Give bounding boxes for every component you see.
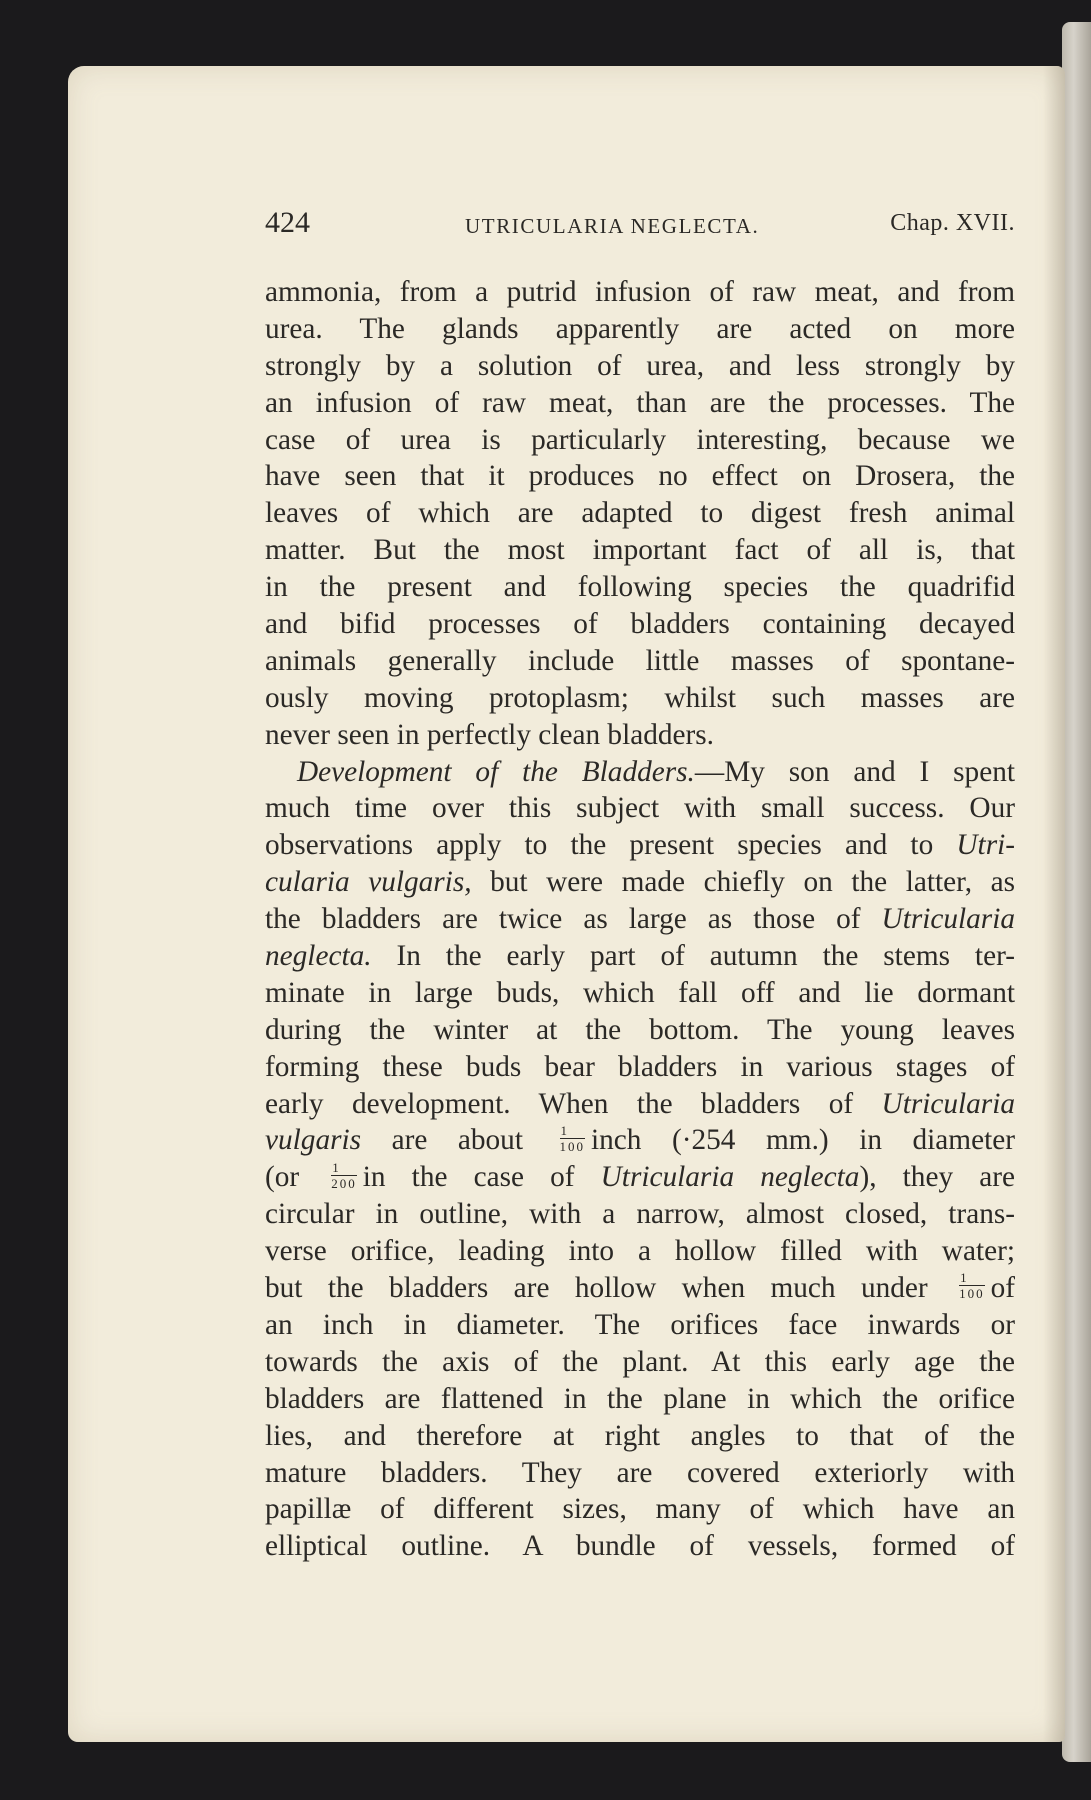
- text-line: matter. But the most important fact of all is, that: [265, 534, 1015, 567]
- text-line: during the winter at the bottom. The young leaves: [265, 1013, 1015, 1046]
- text-line: papillæ of different sizes, many of which have an: [265, 1493, 1015, 1526]
- text-line: lies, and therefore at right angles to that of the: [265, 1419, 1015, 1452]
- text-line: case of urea is particularly interesting, because we: [265, 423, 1015, 456]
- text-line: neglecta. In the early part of autumn the stems ter-: [265, 940, 1015, 973]
- body-text: [265, 274, 1015, 1565]
- text-line: elliptical outline. A bundle of vessels, formed of: [265, 1530, 1015, 1563]
- text-line: in the present and following species the quadrifid: [265, 571, 1015, 604]
- text-line: an inch in diameter. The orifices face inwards or: [265, 1308, 1015, 1341]
- species-name: neglecta.: [265, 940, 372, 973]
- text-line: bladders are flattened in the plane in which the orifice: [265, 1382, 1015, 1415]
- fraction-one-two-hundredth: $\frac{1}{200}$: [331, 1159, 357, 1191]
- text-line: ously moving protoplasm; whilst such masses are: [265, 681, 1015, 714]
- text-line: have seen that it produces no effect on Drosera, the: [265, 460, 1015, 493]
- text-line: verse orifice, leading into a hollow filled with water;: [265, 1235, 1015, 1268]
- text-line: urea. The glands apparently are acted on more: [265, 312, 1015, 345]
- text-line: early development. When the bladders of Utricularia: [265, 1087, 1015, 1120]
- text-line: and bifid processes of bladders containing decayed: [265, 608, 1015, 641]
- text-line: cularia vulgaris, but were made chiefly on the latter, as: [265, 866, 1015, 899]
- text-line: strongly by a solution of urea, and less strongly by: [265, 349, 1015, 382]
- fraction-one-hundredth: $\frac{1}{100}$: [959, 1270, 985, 1302]
- adjacent-page-edge: [1062, 22, 1091, 1762]
- text-line: forming these buds bear bladders in various stages of: [265, 1050, 1015, 1083]
- text-line: (or $\frac{1}{200}$ in the case of Utricularia neglecta), they are: [265, 1159, 1015, 1194]
- text-line: but the bladders are hollow when much under $\frac{1}{100}$ of: [265, 1270, 1015, 1305]
- text-line: circular in outline, with a narrow, almost closed, trans-: [265, 1198, 1015, 1231]
- text-line: vulgaris are about $\frac{1}{100}$ inch (·254 mm.) in diameter: [265, 1122, 1015, 1157]
- paragraph-end-line: never seen in perfectly clean bladders.: [265, 718, 714, 751]
- text-line: much time over this subject with small success. Our: [265, 792, 1015, 825]
- page-number: 424: [265, 206, 310, 239]
- text-line: towards the axis of the plant. At this early age the: [265, 1345, 1015, 1378]
- species-name: cularia vulgaris,: [265, 866, 472, 899]
- section-heading-line: Development of the Bladders.—My son and I spent: [297, 755, 1015, 788]
- text-line: leaves of which are adapted to digest fresh animal: [265, 497, 1015, 530]
- text-line: ammonia, from a putrid infusion of raw meat, and from: [265, 276, 1015, 308]
- fraction-one-hundredth: $\frac{1}{100}$: [559, 1122, 586, 1154]
- text-line: minate in large buds, which fall off and lie dormant: [265, 976, 1015, 1009]
- text-line: animals generally include little masses of spontane-: [265, 644, 1015, 677]
- species-name: Utri-: [956, 829, 1015, 862]
- text-line: an infusion of raw meat, than are the processes. The: [265, 386, 1015, 419]
- species-name: Utricularia: [881, 1087, 1015, 1120]
- text-line: observations apply to the present species and to Utri-: [265, 829, 1015, 862]
- species-name: Utricularia neglecta: [600, 1161, 860, 1194]
- section-heading: Development of the Bladders.: [297, 755, 695, 788]
- text-line: mature bladders. They are covered exteriorly with: [265, 1456, 1015, 1489]
- chapter-label: Chap. XVII.: [890, 210, 1015, 236]
- species-name: Utricularia: [881, 903, 1015, 936]
- text-line: the bladders are twice as large as those of Utricularia: [265, 903, 1015, 936]
- page-header: [265, 206, 1015, 246]
- species-name: vulgaris: [265, 1124, 362, 1157]
- page-gutter-shadow: [1043, 66, 1065, 1742]
- running-title: UTRICULARIA NEGLECTA.: [465, 214, 760, 238]
